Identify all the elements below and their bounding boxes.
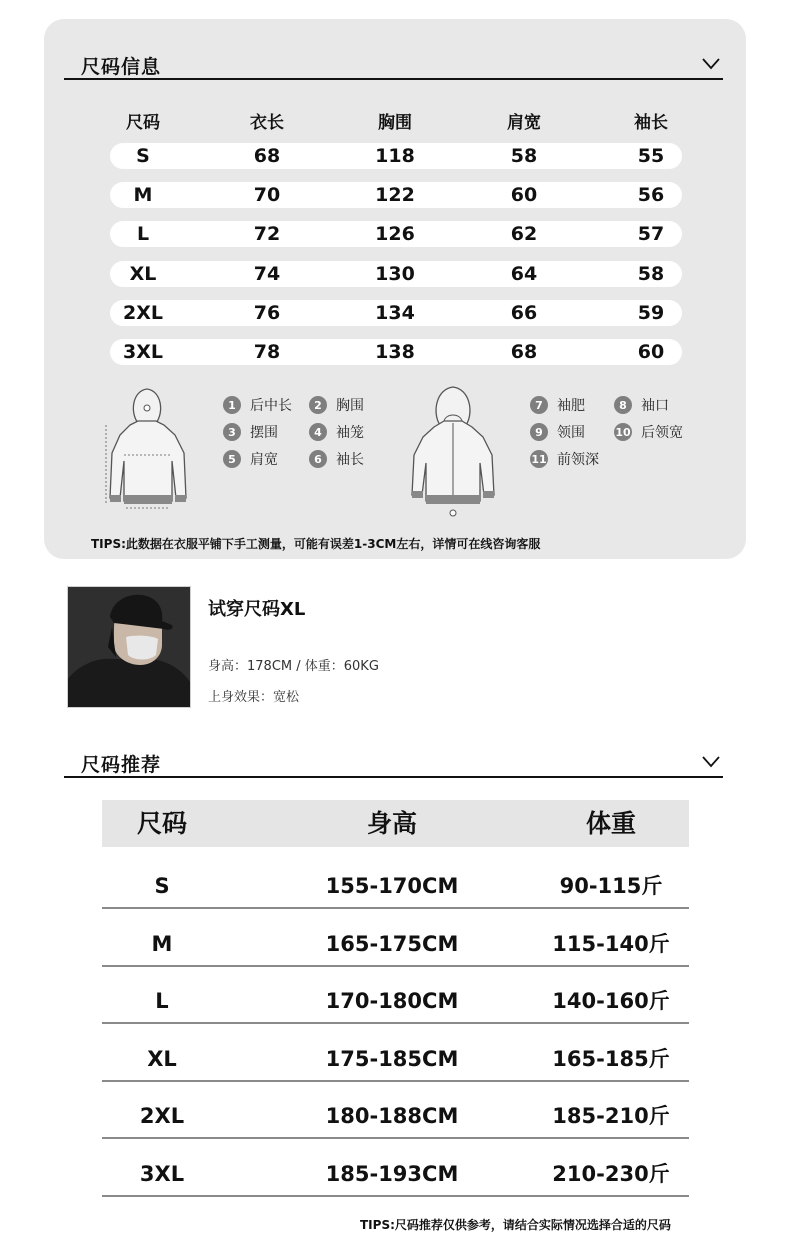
recommend-cell: 175-185CM — [325, 1046, 459, 1071]
size-col-header: 衣长 — [250, 113, 284, 133]
table-cell: 78 — [253, 341, 281, 363]
table-cell: 2XL — [123, 302, 163, 324]
recommend-cell: 165-175CM — [325, 931, 459, 956]
table-cell: 66 — [510, 302, 538, 324]
table-cell: 55 — [637, 145, 665, 167]
row-divider — [102, 1022, 689, 1024]
legend-label: 袖肥 — [557, 398, 585, 414]
table-cell: 130 — [375, 263, 415, 285]
recommend-cell: 2XL — [139, 1104, 185, 1128]
recommend-cell: S — [154, 874, 170, 898]
legend-number: 11 — [530, 450, 548, 468]
table-cell: 3XL — [123, 341, 163, 363]
chevron-down-icon[interactable] — [701, 751, 721, 771]
recommend-cell: 3XL — [139, 1161, 185, 1186]
recommend-cell: 180-188CM — [325, 1104, 459, 1128]
size-info-title: 尺码信息 — [81, 56, 162, 78]
table-cell: 57 — [637, 223, 665, 245]
table-cell: 72 — [253, 223, 281, 245]
legend-item — [309, 395, 364, 415]
recommend-cell: 165-185斤 — [552, 1046, 670, 1071]
hoodie-front-diagram — [406, 383, 501, 518]
legend-label: 肩宽 — [250, 452, 278, 468]
table-cell: M — [133, 184, 153, 206]
legend-item — [530, 395, 585, 415]
table-cell: 134 — [375, 302, 415, 324]
size-info-tips: TIPS:此数据在衣服平铺下手工测量，可能有误差1-3CM左右，详情可在线咨询客服 — [91, 537, 541, 551]
recommend-col-header: 体重 — [585, 809, 636, 838]
table-cell: 70 — [253, 184, 281, 206]
table-cell: 138 — [375, 341, 415, 363]
table-cell: 56 — [637, 184, 665, 206]
try-on-stats: 身高：178CM / 体重：60KG — [208, 659, 379, 674]
recommend-cell: 185-193CM — [325, 1161, 459, 1186]
recommend-cell: 155-170CM — [325, 874, 459, 898]
legend-label: 袖口 — [641, 398, 669, 414]
legend-number: 4 — [309, 423, 327, 441]
model-photo — [67, 586, 191, 708]
table-cell: 74 — [253, 263, 281, 285]
legend-item — [614, 395, 669, 415]
size-col-header: 袖长 — [634, 113, 668, 133]
recommend-col-header: 尺码 — [136, 809, 187, 838]
legend-item — [223, 449, 278, 469]
legend-number: 1 — [223, 396, 241, 414]
table-cell: 68 — [510, 341, 538, 363]
size-col-header: 胸围 — [378, 113, 412, 133]
legend-label: 后中长 — [250, 398, 292, 414]
recommend-tips: TIPS:尺码推荐仅供参考，请结合实际情况选择合适的尺码 — [360, 1218, 671, 1232]
table-cell: 122 — [375, 184, 415, 206]
table-cell: 64 — [510, 263, 538, 285]
row-divider — [102, 1195, 689, 1197]
table-cell: 58 — [637, 263, 665, 285]
legend-number: 3 — [223, 423, 241, 441]
legend-number: 2 — [309, 396, 327, 414]
size-col-header: 肩宽 — [507, 113, 541, 133]
section-divider — [64, 776, 723, 778]
table-cell: 60 — [637, 341, 665, 363]
legend-label: 胸围 — [336, 398, 364, 414]
row-divider — [102, 965, 689, 967]
row-divider — [102, 1080, 689, 1082]
legend-number: 9 — [530, 423, 548, 441]
table-cell: 118 — [375, 145, 415, 167]
recommend-title: 尺码推荐 — [81, 754, 162, 776]
legend-number: 7 — [530, 396, 548, 414]
table-cell: 76 — [253, 302, 281, 324]
legend-label: 前领深 — [557, 452, 599, 468]
row-divider — [102, 907, 689, 909]
recommend-cell: 170-180CM — [325, 989, 459, 1013]
legend-label: 摆围 — [250, 425, 278, 441]
legend-label: 袖笼 — [336, 425, 364, 441]
legend-item — [309, 449, 364, 469]
recommend-col-header: 身高 — [366, 809, 417, 838]
table-cell: 62 — [510, 223, 538, 245]
row-divider — [102, 1137, 689, 1139]
legend-label: 袖长 — [336, 452, 364, 468]
legend-item — [309, 422, 364, 442]
size-col-header: 尺码 — [126, 113, 160, 133]
legend-item — [530, 449, 599, 469]
table-cell: 68 — [253, 145, 281, 167]
table-cell: XL — [129, 263, 157, 285]
chevron-down-icon[interactable] — [701, 53, 721, 73]
table-cell: 58 — [510, 145, 538, 167]
recommend-cell: XL — [147, 1046, 177, 1071]
legend-number: 8 — [614, 396, 632, 414]
table-cell: 126 — [375, 223, 415, 245]
hoodie-back-diagram — [100, 383, 195, 513]
legend-label: 领围 — [557, 425, 585, 441]
recommend-cell: L — [155, 989, 169, 1013]
try-on-title: 试穿尺码XL — [208, 599, 306, 620]
section-divider — [64, 78, 723, 80]
recommend-cell: M — [151, 931, 173, 956]
legend-item — [223, 395, 292, 415]
legend-number: 6 — [309, 450, 327, 468]
table-cell: 59 — [637, 302, 665, 324]
recommend-cell: 140-160斤 — [552, 989, 670, 1013]
legend-number: 10 — [614, 423, 632, 441]
legend-number: 5 — [223, 450, 241, 468]
try-on-effect: 上身效果：宽松 — [208, 690, 300, 705]
legend-item — [223, 422, 278, 442]
table-cell: 60 — [510, 184, 538, 206]
recommend-cell: 90-115斤 — [559, 874, 663, 898]
recommend-cell: 210-230斤 — [552, 1161, 670, 1186]
legend-item — [614, 422, 683, 442]
recommend-cell: 115-140斤 — [552, 931, 670, 956]
recommend-cell: 185-210斤 — [552, 1104, 670, 1128]
legend-label: 后领宽 — [641, 425, 683, 441]
table-cell: L — [136, 223, 150, 245]
legend-item — [530, 422, 585, 442]
table-cell: S — [136, 145, 150, 167]
